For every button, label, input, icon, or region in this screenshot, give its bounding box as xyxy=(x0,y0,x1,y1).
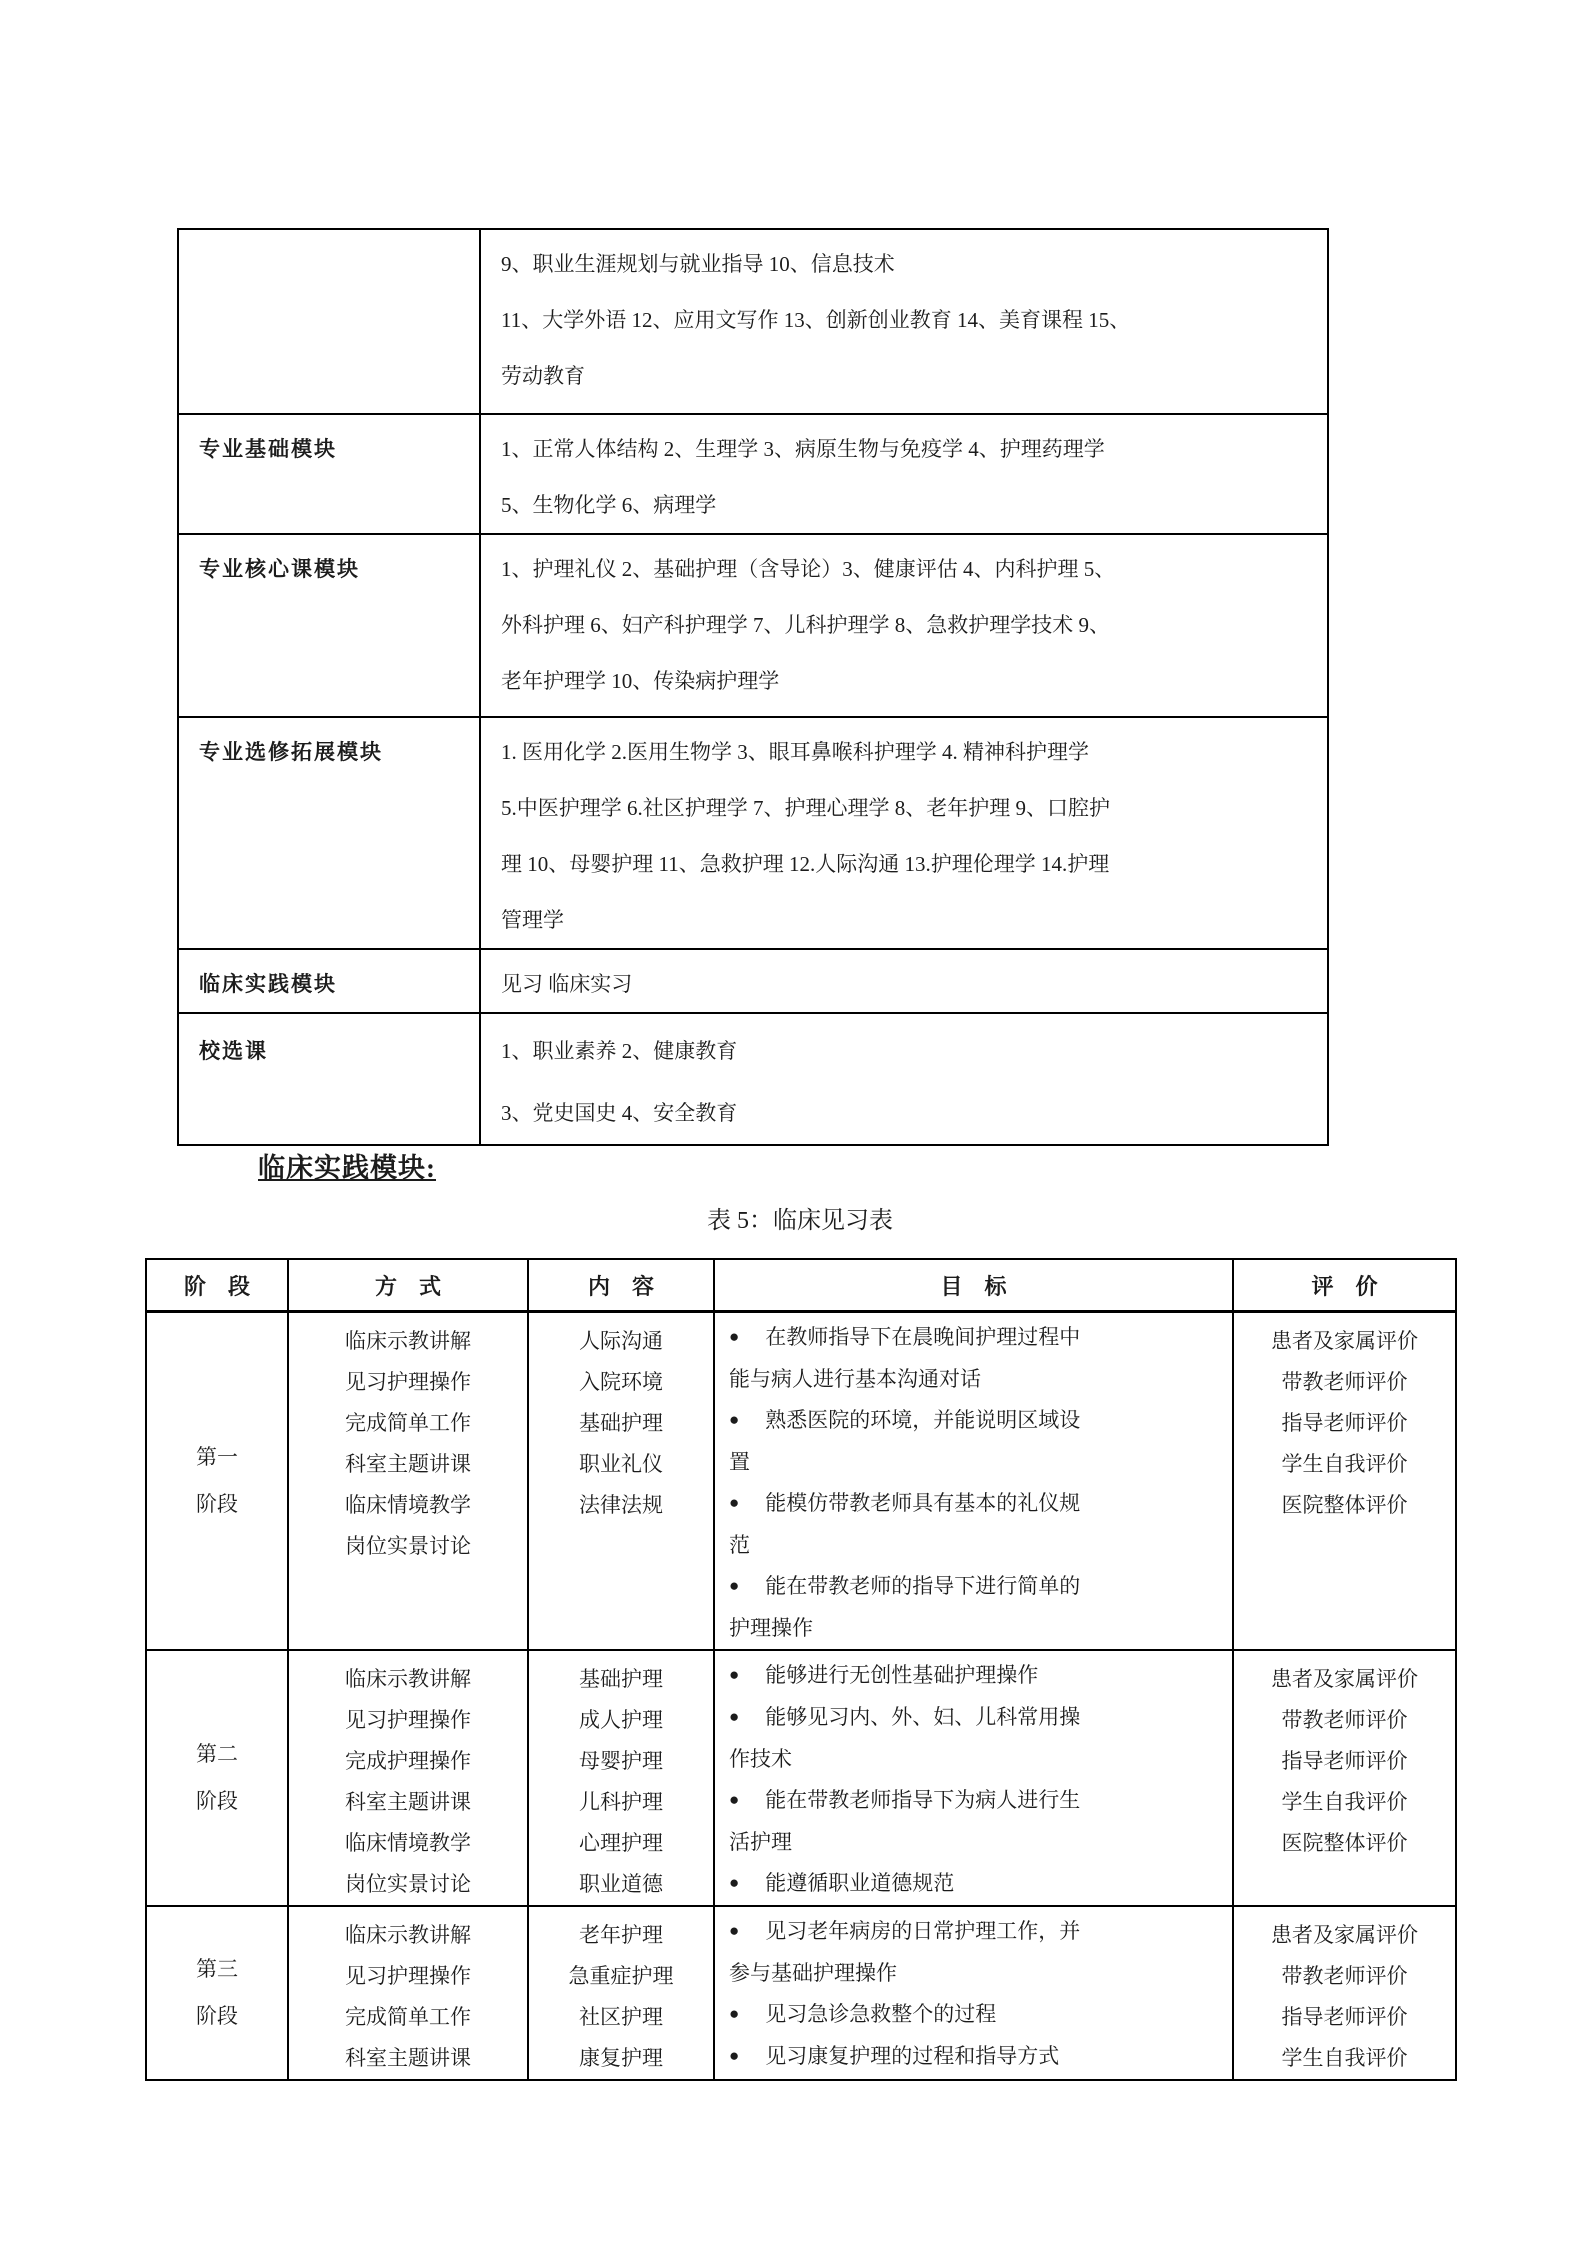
methods-line: 临床情境教学 xyxy=(345,1831,471,1855)
curriculum-row xyxy=(178,949,1328,1013)
goal-line xyxy=(729,1317,1222,1359)
methods-line: 完成简单工作 xyxy=(345,1411,471,1435)
observation-table xyxy=(145,1258,1457,2081)
methods-line: 见习护理操作 xyxy=(345,1708,471,1732)
goal-text: 熟悉医院的环境，并能说明区域设 xyxy=(765,1408,1081,1432)
course-line: 1、职业素养 2、健康教育 xyxy=(501,1039,738,1063)
contents-cell xyxy=(528,1650,714,1906)
goal-line xyxy=(729,1400,1222,1442)
goal-line xyxy=(729,1566,1222,1608)
goal-line xyxy=(729,2036,1222,2078)
bullet-icon: ● xyxy=(729,1790,740,1809)
goal-text: 见习老年病房的日常护理工作，并 xyxy=(765,1919,1081,1943)
stage-line: 阶段 xyxy=(196,1789,238,1813)
evaluations-line: 带教老师评价 xyxy=(1281,1708,1408,1732)
observation-table-container xyxy=(145,1258,1455,2081)
module-name-cell: 专业选修拓展模块 xyxy=(178,717,480,949)
methods-line: 临床示教讲解 xyxy=(345,1329,471,1353)
module-courses-cell xyxy=(480,414,1328,534)
goal-line xyxy=(729,1994,1222,2036)
evaluations-cell xyxy=(1233,1650,1456,1906)
course-line: 劳动教育 xyxy=(501,364,585,388)
goals-line: 作技术 xyxy=(729,1747,792,1771)
observation-row xyxy=(146,1906,1456,2080)
contents-line: 康复护理 xyxy=(579,2046,663,2070)
methods-line: 岗位实景讨论 xyxy=(345,1872,471,1896)
methods-line: 临床示教讲解 xyxy=(345,1923,471,1947)
course-line: 5.中医护理学 6.社区护理学 7、护理心理学 8、老年护理 9、口腔护 xyxy=(501,796,1110,820)
methods-line: 完成护理操作 xyxy=(345,1749,471,1773)
module-courses-cell xyxy=(480,534,1328,717)
curriculum-table xyxy=(177,228,1329,1146)
evaluations-line: 医院整体评价 xyxy=(1281,1831,1408,1855)
bullet-icon: ● xyxy=(729,1327,740,1346)
goal-text: 能模仿带教老师具有基本的礼仪规 xyxy=(765,1491,1081,1515)
module-courses-cell xyxy=(480,717,1328,949)
evaluations-line: 指导老师评价 xyxy=(1281,1411,1408,1435)
bullet-icon: ● xyxy=(729,1873,740,1892)
observation-row xyxy=(146,1650,1456,1906)
contents-line: 基础护理 xyxy=(579,1667,663,1691)
bullet-icon: ● xyxy=(729,1576,740,1595)
contents-cell xyxy=(528,1312,714,1651)
methods-line: 完成简单工作 xyxy=(345,2005,471,2029)
methods-line: 科室主题讲课 xyxy=(345,1790,471,1814)
course-line: 理 10、母婴护理 11、急救护理 12.人际沟通 13.护理伦理学 14.护理 xyxy=(501,852,1110,876)
goal-text: 能在带教老师的指导下进行简单的 xyxy=(765,1574,1081,1598)
evaluations-line: 指导老师评价 xyxy=(1281,1749,1408,1773)
contents-cell xyxy=(528,1906,714,2080)
goal-text: 能够见习内、外、妇、儿科常用操 xyxy=(765,1705,1081,1729)
module-courses-cell xyxy=(480,229,1328,414)
evaluations-line: 带教老师评价 xyxy=(1281,1370,1408,1394)
bullet-icon: ● xyxy=(729,1665,740,1684)
observation-row xyxy=(146,1312,1456,1651)
contents-line: 法律法规 xyxy=(579,1493,663,1517)
observation-header-row xyxy=(146,1259,1456,1312)
stage-cell xyxy=(146,1650,288,1906)
course-line: 9、职业生涯规划与就业指导 10、信息技术 xyxy=(501,252,895,276)
methods-cell xyxy=(288,1906,528,2080)
contents-line: 成人护理 xyxy=(579,1708,663,1732)
goal-line xyxy=(729,1697,1222,1739)
evaluations-line: 学生自我评价 xyxy=(1281,2046,1408,2070)
bullet-icon: ● xyxy=(729,2004,740,2023)
stage-cell xyxy=(146,1312,288,1651)
course-line: 见习 临床实习 xyxy=(501,972,633,996)
course-line: 1. 医用化学 2.医用生物学 3、眼耳鼻喉科护理学 4. 精神科护理学 xyxy=(501,740,1089,764)
goals-line: 护理操作 xyxy=(729,1616,813,1640)
methods-line: 科室主题讲课 xyxy=(345,2046,471,2070)
bullet-icon: ● xyxy=(729,1493,740,1512)
evaluations-line: 患者及家属评价 xyxy=(1271,1923,1418,1947)
course-line: 1、护理礼仪 2、基础护理（含导论）3、健康评估 4、内科护理 5、 xyxy=(501,557,1116,581)
contents-line: 入院环境 xyxy=(579,1370,663,1394)
contents-line: 社区护理 xyxy=(579,2005,663,2029)
course-line: 外科护理 6、妇产科护理学 7、儿科护理学 8、急救护理学技术 9、 xyxy=(501,613,1110,637)
methods-line: 岗位实景讨论 xyxy=(345,1534,471,1558)
methods-line: 科室主题讲课 xyxy=(345,1452,471,1476)
evaluations-line: 医院整体评价 xyxy=(1281,1493,1408,1517)
curriculum-row xyxy=(178,717,1328,949)
goals-cell xyxy=(714,1312,1233,1651)
observation-column-header: 目 标 xyxy=(714,1259,1233,1312)
module-name-cell xyxy=(178,229,480,414)
evaluations-line: 患者及家属评价 xyxy=(1271,1667,1418,1691)
observation-column-header: 评 价 xyxy=(1233,1259,1456,1312)
contents-line: 儿科护理 xyxy=(579,1790,663,1814)
bullet-icon: ● xyxy=(729,1707,740,1726)
stage-line: 第三 xyxy=(196,1957,238,1981)
curriculum-table-container xyxy=(177,228,1327,1146)
module-name-cell: 专业基础模块 xyxy=(178,414,480,534)
evaluations-line: 患者及家属评价 xyxy=(1271,1329,1418,1353)
observation-column-header: 阶 段 xyxy=(146,1259,288,1312)
module-courses-cell xyxy=(480,1013,1328,1145)
course-line: 1、正常人体结构 2、生理学 3、病原生物与免疫学 4、护理药理学 xyxy=(501,437,1105,461)
goal-text: 在教师指导下在晨晚间护理过程中 xyxy=(765,1325,1081,1349)
contents-line: 职业道德 xyxy=(579,1872,663,1896)
module-name-cell: 专业核心课模块 xyxy=(178,534,480,717)
goal-text: 能在带教老师指导下为病人进行生 xyxy=(765,1788,1081,1812)
curriculum-row xyxy=(178,1013,1328,1145)
table-caption: 表 5：临床见习表 xyxy=(707,1208,893,1234)
observation-column-header: 方 式 xyxy=(288,1259,528,1312)
evaluations-cell xyxy=(1233,1312,1456,1651)
goal-line xyxy=(729,1863,1222,1905)
course-line: 3、党史国史 4、安全教育 xyxy=(501,1101,738,1125)
methods-line: 临床示教讲解 xyxy=(345,1667,471,1691)
course-line: 11、大学外语 12、应用文写作 13、创新创业教育 14、美育课程 15、 xyxy=(501,308,1131,332)
curriculum-row xyxy=(178,534,1328,717)
observation-column-header: 内 容 xyxy=(528,1259,714,1312)
goals-line: 活护理 xyxy=(729,1830,792,1854)
methods-cell xyxy=(288,1650,528,1906)
evaluations-line: 学生自我评价 xyxy=(1281,1790,1408,1814)
goal-line xyxy=(729,1655,1222,1697)
stage-line: 阶段 xyxy=(196,2004,238,2028)
methods-line: 见习护理操作 xyxy=(345,1370,471,1394)
contents-line: 老年护理 xyxy=(579,1923,663,1947)
goal-line xyxy=(729,1780,1222,1822)
goal-line xyxy=(729,1483,1222,1525)
goal-text: 见习急诊急救整个的过程 xyxy=(765,2002,997,2026)
section-heading: 临床实践模块: xyxy=(258,1153,436,1183)
contents-line: 基础护理 xyxy=(579,1411,663,1435)
goal-line xyxy=(729,1911,1222,1953)
goals-cell xyxy=(714,1906,1233,2080)
stage-line: 阶段 xyxy=(196,1492,238,1516)
goals-cell xyxy=(714,1650,1233,1906)
stage-cell xyxy=(146,1906,288,2080)
goal-text: 能遵循职业道德规范 xyxy=(765,1871,955,1895)
contents-line: 急重症护理 xyxy=(568,1964,674,1988)
goals-line: 参与基础护理操作 xyxy=(729,1961,897,1985)
contents-line: 人际沟通 xyxy=(579,1329,663,1353)
module-name-cell: 校选课 xyxy=(178,1013,480,1145)
evaluations-line: 指导老师评价 xyxy=(1281,2005,1408,2029)
goal-text: 见习康复护理的过程和指导方式 xyxy=(765,2044,1060,2068)
methods-cell xyxy=(288,1312,528,1651)
curriculum-row xyxy=(178,229,1328,414)
bullet-icon: ● xyxy=(729,1921,740,1940)
bullet-icon: ● xyxy=(729,1410,740,1429)
contents-line: 母婴护理 xyxy=(579,1749,663,1773)
course-line: 管理学 xyxy=(501,908,564,932)
evaluations-line: 带教老师评价 xyxy=(1281,1964,1408,1988)
contents-line: 心理护理 xyxy=(579,1831,663,1855)
course-line: 5、生物化学 6、病理学 xyxy=(501,493,717,517)
stage-line: 第一 xyxy=(196,1445,238,1469)
methods-line: 临床情境教学 xyxy=(345,1493,471,1517)
module-name-cell: 临床实践模块 xyxy=(178,949,480,1013)
methods-line: 见习护理操作 xyxy=(345,1964,471,1988)
curriculum-row xyxy=(178,414,1328,534)
goal-text: 能够进行无创性基础护理操作 xyxy=(765,1663,1039,1687)
module-courses-cell xyxy=(480,949,1328,1013)
evaluations-line: 学生自我评价 xyxy=(1281,1452,1408,1476)
contents-line: 职业礼仪 xyxy=(579,1452,663,1476)
bullet-icon: ● xyxy=(729,2046,740,2065)
course-line: 老年护理学 10、传染病护理学 xyxy=(501,669,780,693)
goals-line: 范 xyxy=(729,1533,750,1557)
goals-line: 能与病人进行基本沟通对话 xyxy=(729,1367,981,1391)
stage-line: 第二 xyxy=(196,1742,238,1766)
goals-line: 置 xyxy=(729,1450,750,1474)
evaluations-cell xyxy=(1233,1906,1456,2080)
